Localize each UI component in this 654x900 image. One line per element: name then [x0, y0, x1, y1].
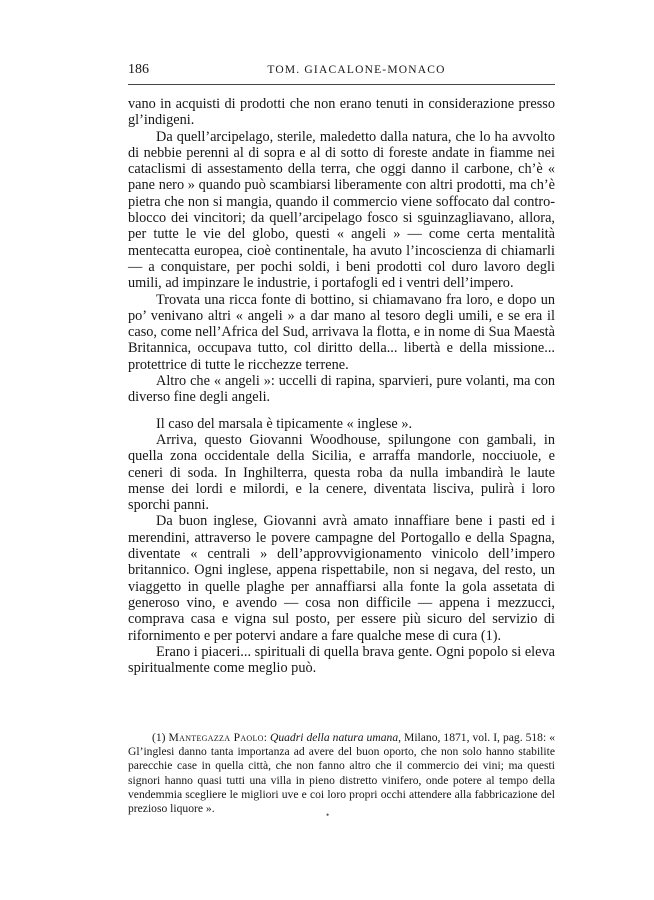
- footnote: (1) Mantegazza Paolo: Quadri della natura umana, Milano, 1871, vol. I, pag. 518: « Gl’inglesi danno tanta importanza ad avere del buon oporto, che non solo hanno stabilite parecchie case in quella città, che non fanno altro che il commercio dei vini; ma questi signori hanno quasi tutti una villa in pieno distretto vinifero, onde potere al tempo della vendemmia scegliere le migliori uve e coi loro propri occhi attendere alla fabbricazione del prezioso liquore ».: [128, 731, 555, 816]
- paragraph-5: Arriva, questo Giovanni Woodhouse, spilungone con gambali, in quella zona occidentale della Sicilia, e arraffa mandorle, nocciuole, e ceneri di soda. In Inghilterra, questa roba da nulla imbandirà le laute mense dei lordi e milordi, e la cenere, diventata lisciva, pulirà i loro sporchi panni.: [128, 431, 555, 514]
- footnote-number: (1): [152, 731, 166, 744]
- paragraph-1: vano in acquisti di prodotti che non erano tenuti in considerazione presso gl’indigeni.: [128, 96, 555, 129]
- printer-mark: •: [326, 810, 330, 820]
- paragraph-4: Altro che « angeli »: uccelli di rapina, sparvieri, pure volanti, ma con diverso fine degli angeli.: [128, 373, 555, 406]
- paragraph-7: Erano i piaceri... spirituali di quella brava gente. Ogni popolo si eleva spiritualmente come meglio può.: [128, 643, 555, 677]
- footnote-text: , Milano, 1871, vol. I, pag. 518: « Gl’inglesi danno tanta importanza ad avere del buon oporto, che non solo hanno stabilite parecchie case in quella città, che non fanno altro che il commercio dei vini; ma questi signori hanno quasi tutti una villa in pieno distretto vinifero, onde potere al tempo della vendemmia scegliere le migliori uve e coi loro propri occhi attendere alla fabbricazione del prezioso liquore ».: [128, 731, 555, 816]
- body-text: [128, 96, 555, 676]
- running-head: TOM. GIACALONE-MONACO: [267, 64, 446, 76]
- footnote-title: Quadri della natura umana: [269, 731, 399, 744]
- page-number: 186: [128, 62, 149, 77]
- section-heading: Il caso del marsala è tipicamente « inglese ».: [156, 415, 413, 432]
- paragraph-2: Da quell’arcipelago, sterile, maledetto dalla natura, che lo ha avvolto di nebbie perenni al di sopra e al di sotto di foreste andate in fiamme nei cataclismi di assestamento della terra, che oggi danno il carbone, ch’è « pane nero » quando può scambiarsi liberamente con altri prodotti, ma ch’è pietra che non si mangia, quando il commercio viene soffocato dal contro-blocco dei vincitori; da quell’arcipelago fosco si sguinzagliavano, allora, per tutte le vie del globo, questi « angeli » — come certa mentalità mentecatta europea, cioè continentale, ha avuto l’incoscienza di chiamarli — a conquistare, per pochi soldi, i beni prodotti col duro lavoro degli umili, ad impinzare le industrie, i portafogli ed i ventri dell’impero.: [128, 128, 555, 292]
- paragraph-3: Trovata una ricca fonte di bottino, si chiamavano fra loro, e dopo un po’ venivano altri « angeli » a dar mano al tesoro degli umili, e se era il caso, come nell’Africa del Sud, arrivava la flotta, e in nome di Sua Maestà Britannica, occupava tutto, col diritto della... libertà e della missione... protettrice di tutte le ricchezze terrene.: [128, 291, 555, 373]
- footnote-author: Mantegazza Paolo: [168, 731, 264, 744]
- paragraph-6: Da buon inglese, Giovanni avrà amato innaffiare bene i pasti ed i merendini, attraverso le povere campagne del Portogallo e della Spagna, diventate « centrali » dell’approvvigionamento vinicolo dell’impero britannico. Ogni inglese, appena rispettabile, non si negava, del resto, un viaggetto in quelle plaghe per annaffiarsi alla fonte la gola assetata di generoso vino, e avendo — cosa non difficile — appena i mezzucci, comprava casa e vigna sul posto, per essere più sicuro del servizio di rifornimento e per potervi andare a fare qualche mese di cura (1).: [128, 513, 555, 644]
- header-rule: [128, 84, 555, 85]
- page-header: [128, 62, 555, 82]
